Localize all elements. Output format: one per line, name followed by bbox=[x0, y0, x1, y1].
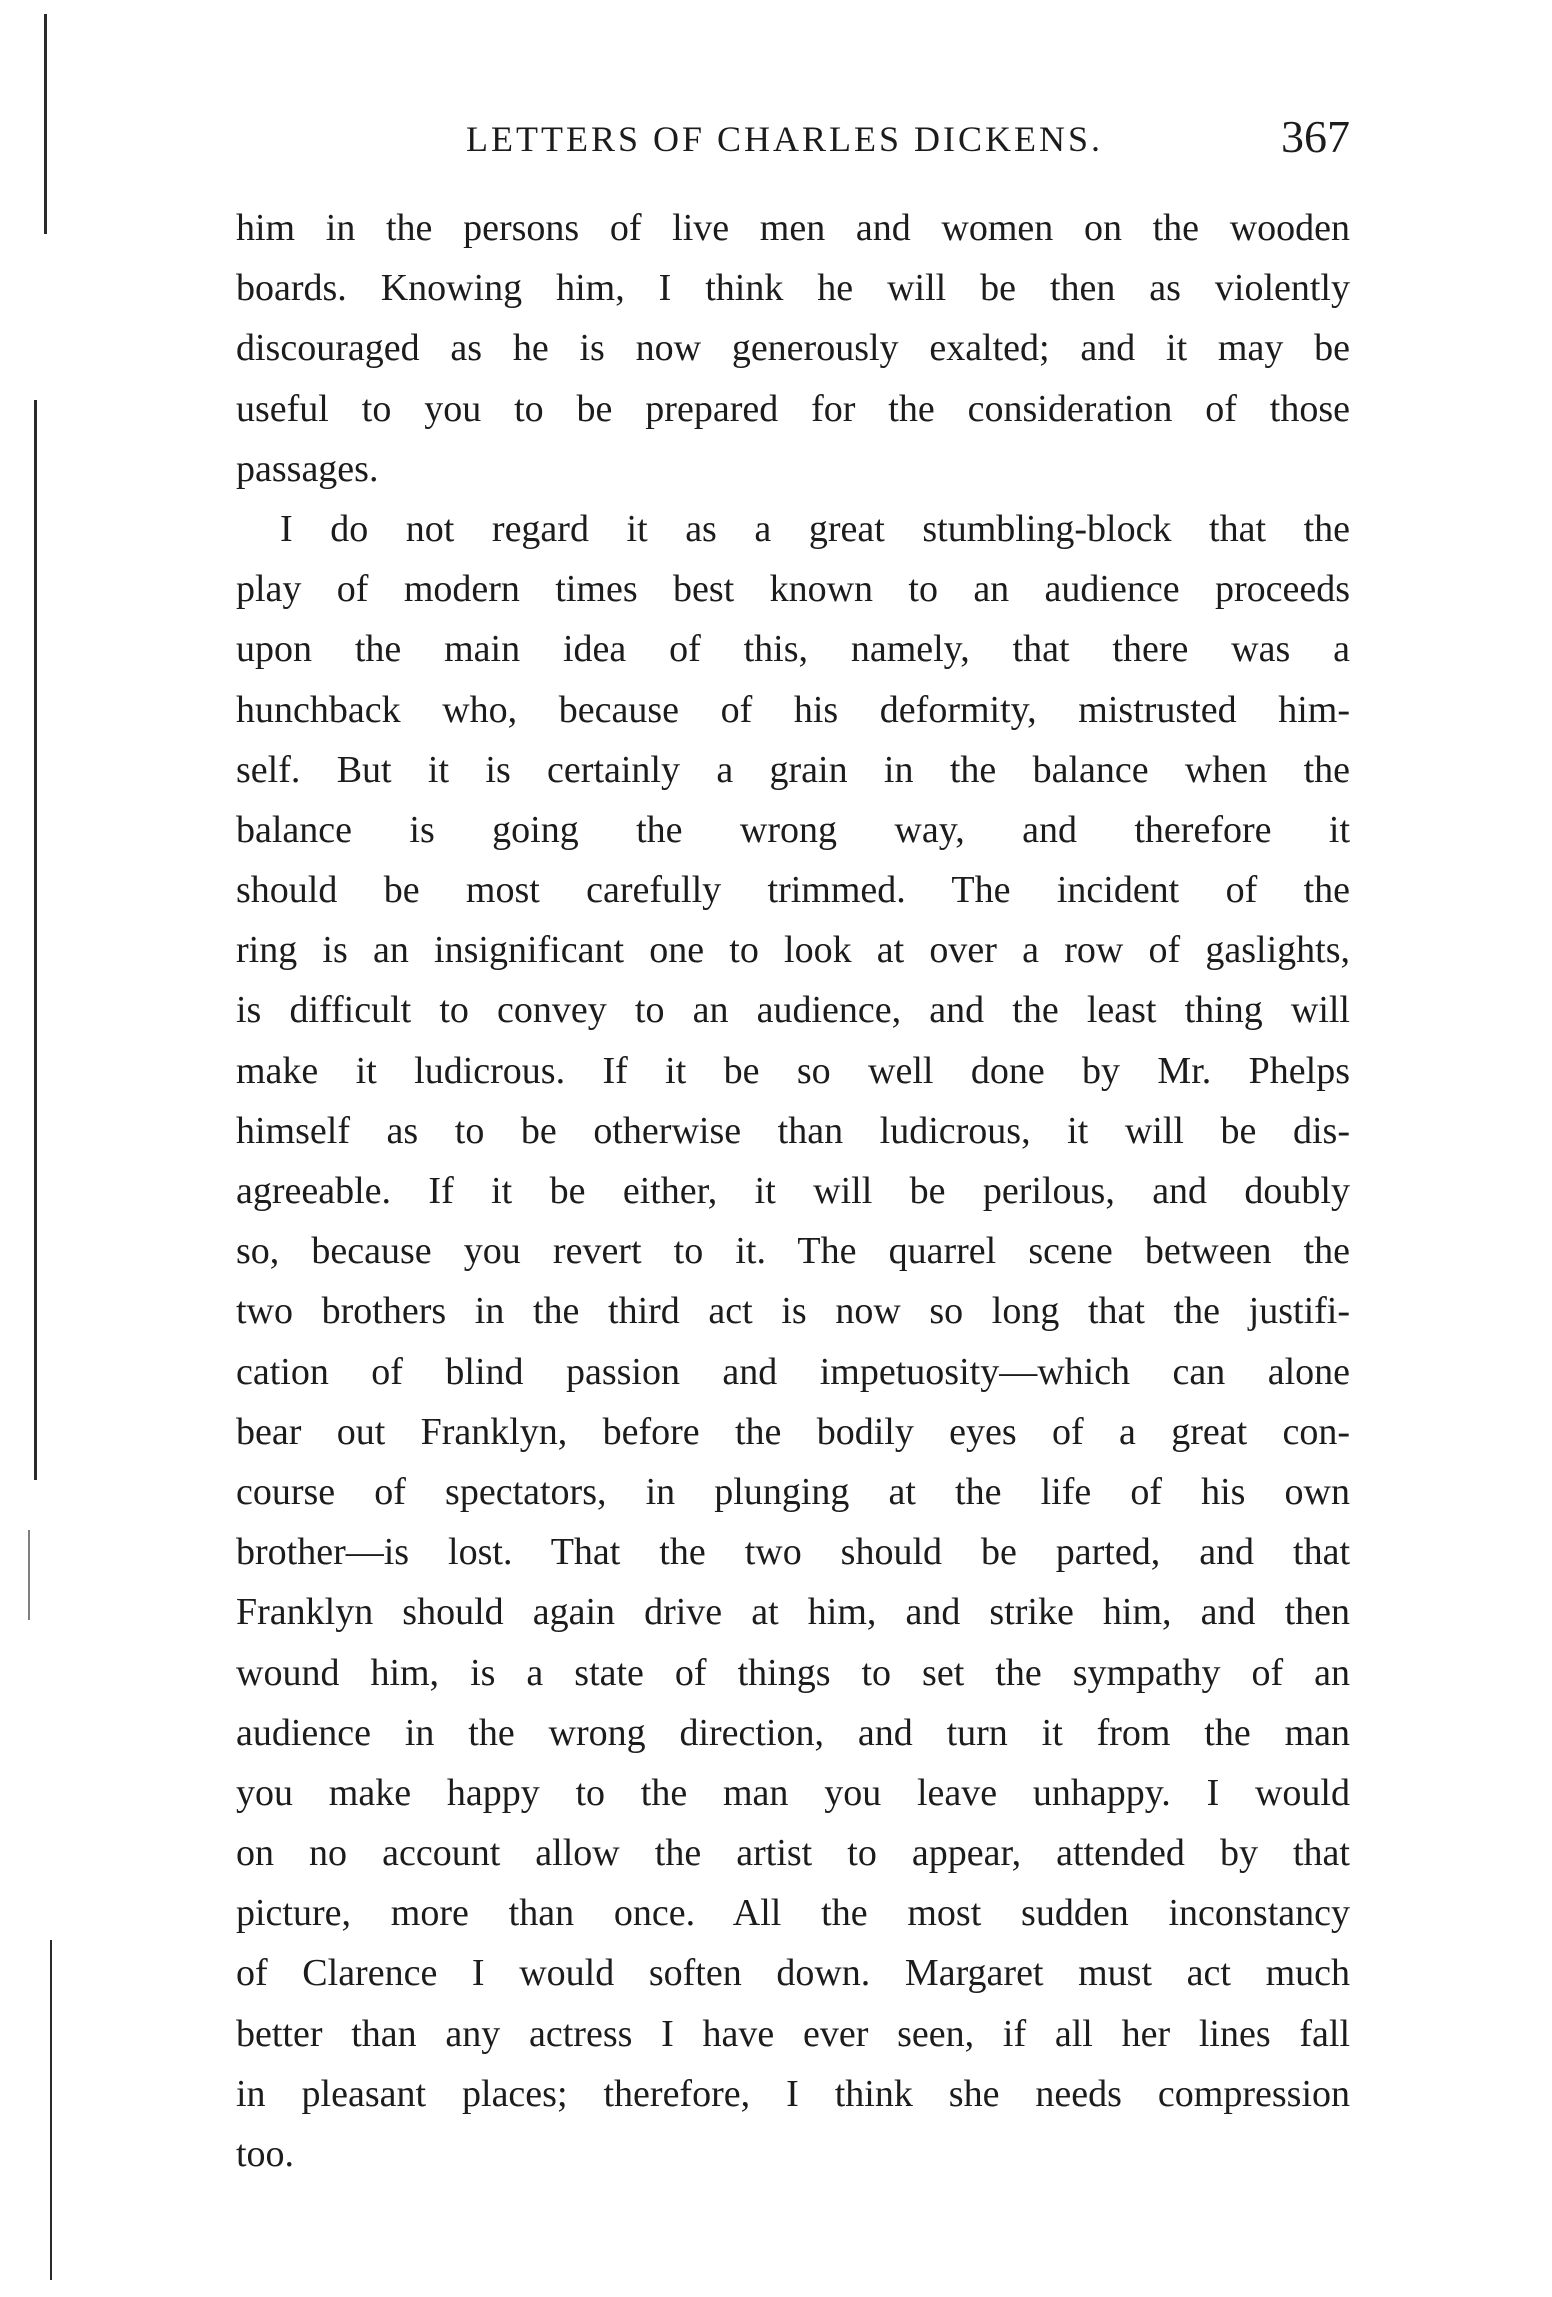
text-line: him in the persons of live men and women on the wooden bbox=[236, 207, 1350, 249]
text-line: is difficult to convey to an audience, and the least thing will bbox=[236, 989, 1350, 1032]
text-line: in pleasant places; therefore, I think she needs compression bbox=[236, 2072, 1350, 2115]
paragraph bbox=[236, 198, 1350, 499]
text-line: make it ludicrous. If it be so well done by Mr. Phelps bbox=[236, 1049, 1350, 1092]
text-line: Franklyn should again drive at him, and strike him, and then bbox=[236, 1591, 1350, 1634]
text-line: himself as to be otherwise than ludicrous, it will be dis- bbox=[236, 1109, 1350, 1152]
running-head: LETTERS OF CHARLES DICKENS. bbox=[466, 119, 1104, 159]
text-line: I do not regard it as a great stumbling-block that the bbox=[280, 507, 1350, 550]
body-text bbox=[236, 198, 1350, 2184]
text-line: useful to you to be prepared for the consideration of those bbox=[236, 387, 1350, 430]
scan-gutter-mark bbox=[34, 400, 37, 1480]
text-line: upon the main idea of this, namely, that there was a bbox=[236, 628, 1350, 671]
page-number: 367 bbox=[1281, 111, 1350, 162]
page-header bbox=[236, 110, 1350, 170]
text-line: picture, more than once. All the most sudden inconstancy bbox=[236, 1892, 1350, 1935]
text-line: discouraged as he is now generously exalted; and it may be bbox=[236, 327, 1350, 370]
scan-gutter-mark bbox=[28, 1530, 30, 1620]
text-line: hunchback who, because of his deformity, mistrusted him- bbox=[236, 688, 1350, 731]
text-line: balance is going the wrong way, and therefore it bbox=[236, 808, 1350, 851]
text-line: course of spectators, in plunging at the life of his own bbox=[236, 1470, 1350, 1513]
text-line: of Clarence I would soften down. Margaret must act much bbox=[236, 1952, 1350, 1995]
text-line: boards. Knowing him, I think he will be then as violently bbox=[236, 267, 1350, 310]
text-line: should be most carefully trimmed. The incident of the bbox=[236, 869, 1350, 912]
text-line: wound him, is a state of things to set the sympathy of an bbox=[236, 1651, 1350, 1694]
text-line: too. bbox=[236, 2133, 295, 2175]
text-line: you make happy to the man you leave unhappy. I would bbox=[236, 1771, 1350, 1814]
text-line: bear out Franklyn, before the bodily eyes of a great con- bbox=[236, 1410, 1350, 1453]
text-line: brother—is lost. That the two should be parted, and that bbox=[236, 1531, 1350, 1574]
text-line: two brothers in the third act is now so long that the justifi- bbox=[236, 1290, 1350, 1333]
text-line: on no account allow the artist to appear, attended by that bbox=[236, 1832, 1350, 1875]
text-line: agreeable. If it be either, it will be perilous, and doubly bbox=[236, 1170, 1350, 1212]
text-line: self. But it is certainly a grain in the balance when the bbox=[236, 748, 1350, 791]
text-line: ring is an insignificant one to look at over a row of gaslights, bbox=[236, 929, 1350, 972]
scan-gutter-mark bbox=[50, 1940, 52, 2280]
text-line: passages. bbox=[236, 447, 379, 490]
text-line: so, because you revert to it. The quarrel scene between the bbox=[236, 1230, 1350, 1273]
paragraph bbox=[236, 499, 1350, 2184]
text-line: audience in the wrong direction, and turn it from the man bbox=[236, 1711, 1350, 1754]
text-line: cation of blind passion and impetuosity—which can alone bbox=[236, 1350, 1350, 1393]
text-line: better than any actress I have ever seen, if all her lines fall bbox=[236, 2012, 1350, 2055]
scan-gutter-mark bbox=[44, 14, 47, 234]
text-line: play of modern times best known to an audience proceeds bbox=[236, 568, 1350, 611]
